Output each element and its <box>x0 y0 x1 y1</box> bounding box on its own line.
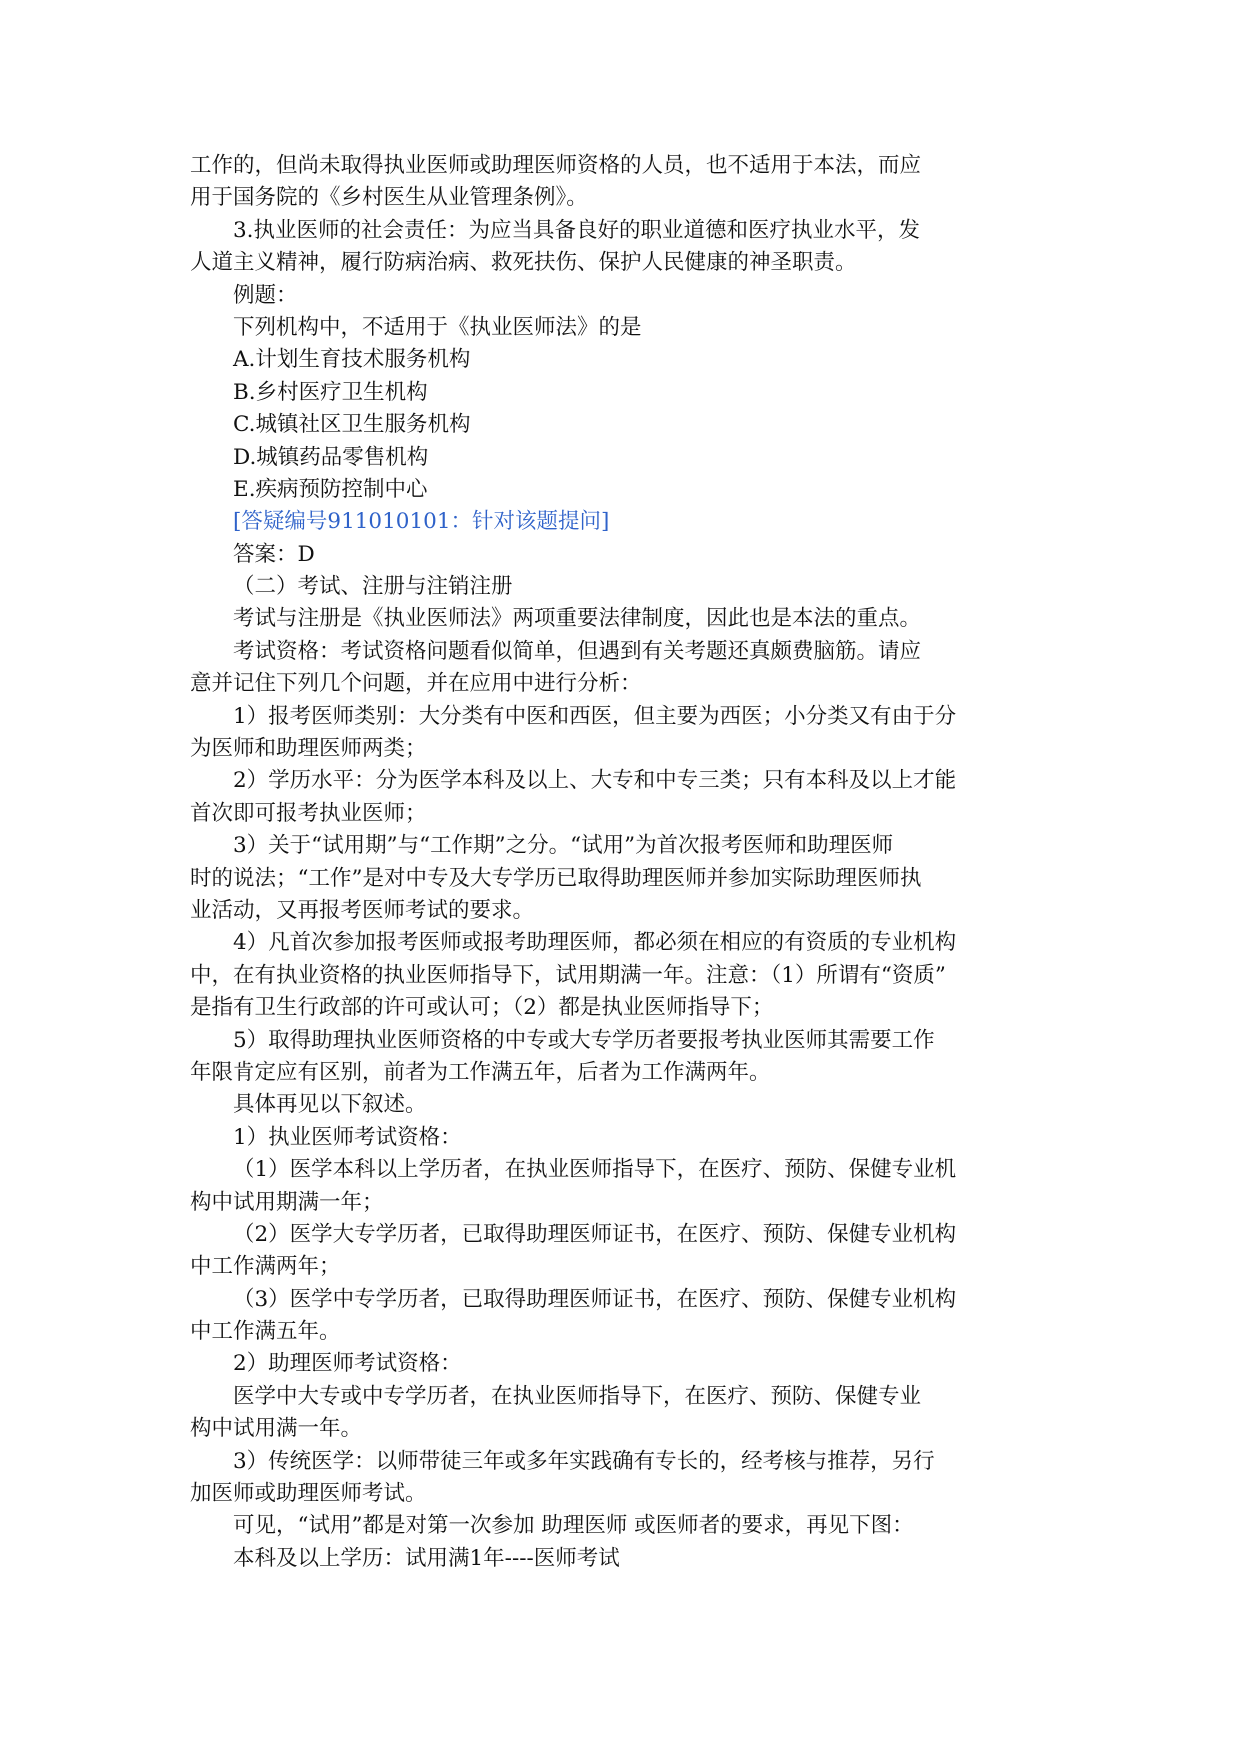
text-line: B.乡村医疗卫生机构 <box>233 379 428 405</box>
text-line: 5）取得助理执业医师资格的中专或大专学历者要报考执业医师其需要工作 <box>233 1027 935 1053</box>
text-line: 例题： <box>233 282 298 308</box>
text-line: 加医师或助理医师考试。 <box>190 1481 427 1507</box>
text-line: （2）医学大专学历者，已取得助理医师证书，在医疗、预防、保健专业机构 <box>233 1221 957 1247</box>
text-line: 中工作满两年； <box>190 1254 341 1280</box>
text-line: （3）医学中专学历者，已取得助理医师证书，在医疗、预防、保健专业机构 <box>233 1286 957 1312</box>
text-line: 年限肯定应有区别，前者为工作满五年，后者为工作满两年。 <box>190 1059 771 1085</box>
text-line: 业活动，又再报考医师考试的要求。 <box>190 897 535 923</box>
text-line: 2）学历水平：分为医学本科及以上、大专和中专三类；只有本科及以上才能 <box>233 768 957 794</box>
text-line: 4）凡首次参加报考医师或报考助理医师，都必须在相应的有资质的专业机构 <box>233 930 957 956</box>
text-line: 具体再见以下叙述。 <box>233 1092 427 1118</box>
text-line: 首次即可报考执业医师； <box>190 800 427 826</box>
text-line: 工作的，但尚未取得执业医师或助理医师资格的人员，也不适用于本法，而应 <box>190 153 922 178</box>
text-line: 下列机构中，不适用于《执业医师法》的是 <box>233 314 642 340</box>
text-line: （1）医学本科以上学历者，在执业医师指导下，在医疗、预防、保健专业机 <box>233 1157 957 1183</box>
text-line: C.城镇社区卫生服务机构 <box>233 412 471 438</box>
text-line: 为医师和助理医师两类； <box>190 736 427 762</box>
text-line: 中，在有执业资格的执业医师指导下，试用期满一年。注意：（1）所谓有“资质” <box>190 962 946 988</box>
text-line: 考试与注册是《执业医师法》两项重要法律制度，因此也是本法的重点。 <box>233 606 922 632</box>
text-line: （二）考试、注册与注销注册 <box>233 574 513 600</box>
text-line: 中工作满五年。 <box>190 1319 341 1345</box>
text-line: A.计划生育技术服务机构 <box>233 347 471 373</box>
text-line: 考试资格：考试资格问题看似简单，但遇到有关考题还真颇费脑筋。请应 <box>233 638 922 664</box>
text-line: 3）传统医学：以师带徒三年或多年实践确有专长的，经考核与推荐，另行 <box>233 1448 935 1474</box>
text-line: 是指有卫生行政部的许可或认可；（2）都是执业医师指导下； <box>190 995 774 1021</box>
text-line: 医学中大专或中专学历者，在执业医师指导下，在医疗、预防、保健专业 <box>233 1383 922 1409</box>
text-line: 3.执业医师的社会责任：为应当具备良好的职业道德和医疗执业水平，发 <box>233 217 921 243</box>
text-line: 人道主义精神，履行防病治病、救死扶伤、保护人民健康的神圣职责。 <box>190 250 857 276</box>
text-line: D.城镇药品零售机构 <box>233 444 429 470</box>
text-line: 意并记住下列几个问题，并在应用中进行分析： <box>190 671 642 697</box>
text-line: E.疾病预防控制中心 <box>233 476 428 502</box>
text-line: 时的说法；“工作”是对中专及大专学历已取得助理医师并参加实际助理医师执 <box>190 865 922 891</box>
text-line: 构中试用期满一年； <box>190 1189 384 1215</box>
text-line: 1）执业医师考试资格： <box>233 1124 462 1150</box>
text-line: 答案：D <box>233 541 315 567</box>
text-line: 2）助理医师考试资格： <box>233 1351 462 1377</box>
text-line: 可见，“试用”都是对第一次参加 助理医师 或医师者的要求，再见下图： <box>233 1513 914 1539</box>
document-body <box>190 150 1040 1575</box>
question-link[interactable]: [答疑编号911010101：针对该题提问] <box>233 509 610 535</box>
text-line: 3）关于“试用期”与“工作期”之分。“试用”为首次报考医师和助理医师 <box>233 833 894 859</box>
text-line: 用于国务院的《乡村医生从业管理条例》。 <box>190 185 588 211</box>
text-line: 1）报考医师类别：大分类有中医和西医，但主要为西医；小分类又有由于分 <box>233 703 957 729</box>
text-line: 本科及以上学历：试用满1年----医师考试 <box>233 1545 620 1571</box>
text-line: 构中试用满一年。 <box>190 1416 363 1442</box>
